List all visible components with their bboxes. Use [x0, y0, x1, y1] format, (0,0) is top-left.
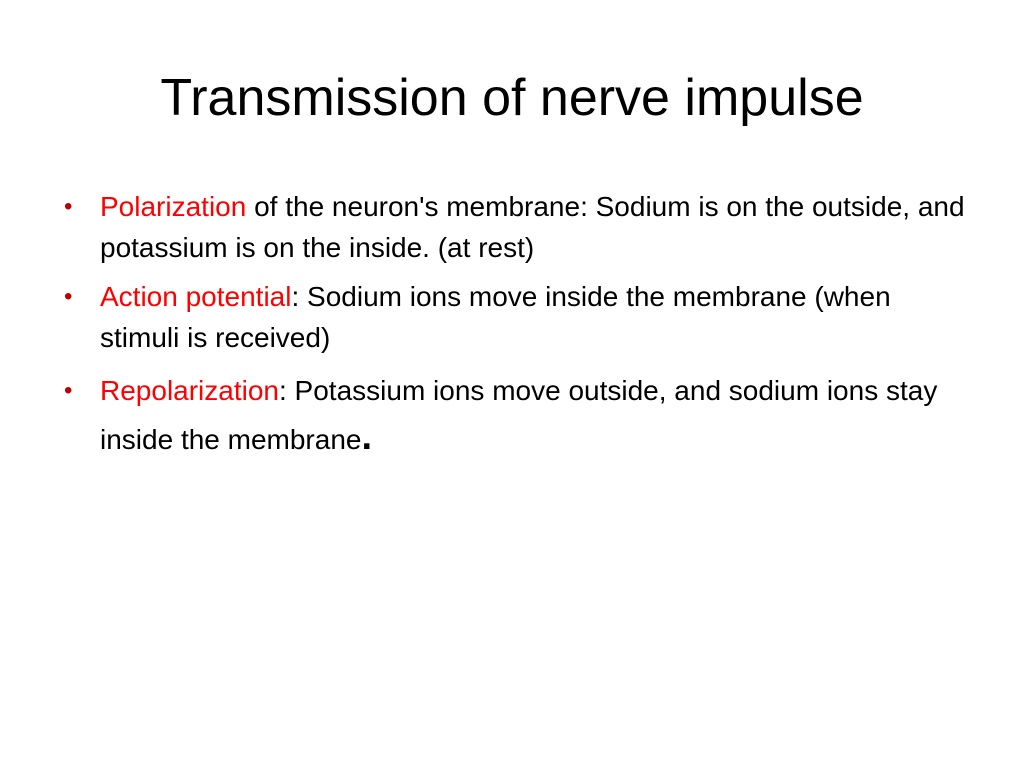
list-item — [64, 366, 974, 464]
bullet-text: of the neuron's membrane: Sodium is on the outside, and potassium is on the inside. (at rest) — [100, 191, 965, 263]
bullet-icon: • — [64, 283, 73, 310]
bullet-icon: • — [64, 377, 73, 404]
bullet-term: Repolarization — [100, 375, 279, 406]
list-item — [64, 276, 974, 358]
list-item — [64, 186, 974, 268]
slide-title: Transmission of nerve impulse — [160, 69, 864, 127]
bullet-end-period: . — [361, 416, 373, 458]
bullet-text: : Potassium ions move outside, and sodium ions stay inside the membrane — [100, 375, 938, 455]
bullet-term: Polarization — [100, 191, 247, 222]
bullet-term: Action potential — [100, 281, 292, 312]
bullet-text: : Sodium ions move inside the membrane (when stimuli is received) — [100, 281, 891, 353]
bullet-icon: • — [64, 193, 73, 220]
bullet-list — [64, 186, 974, 472]
